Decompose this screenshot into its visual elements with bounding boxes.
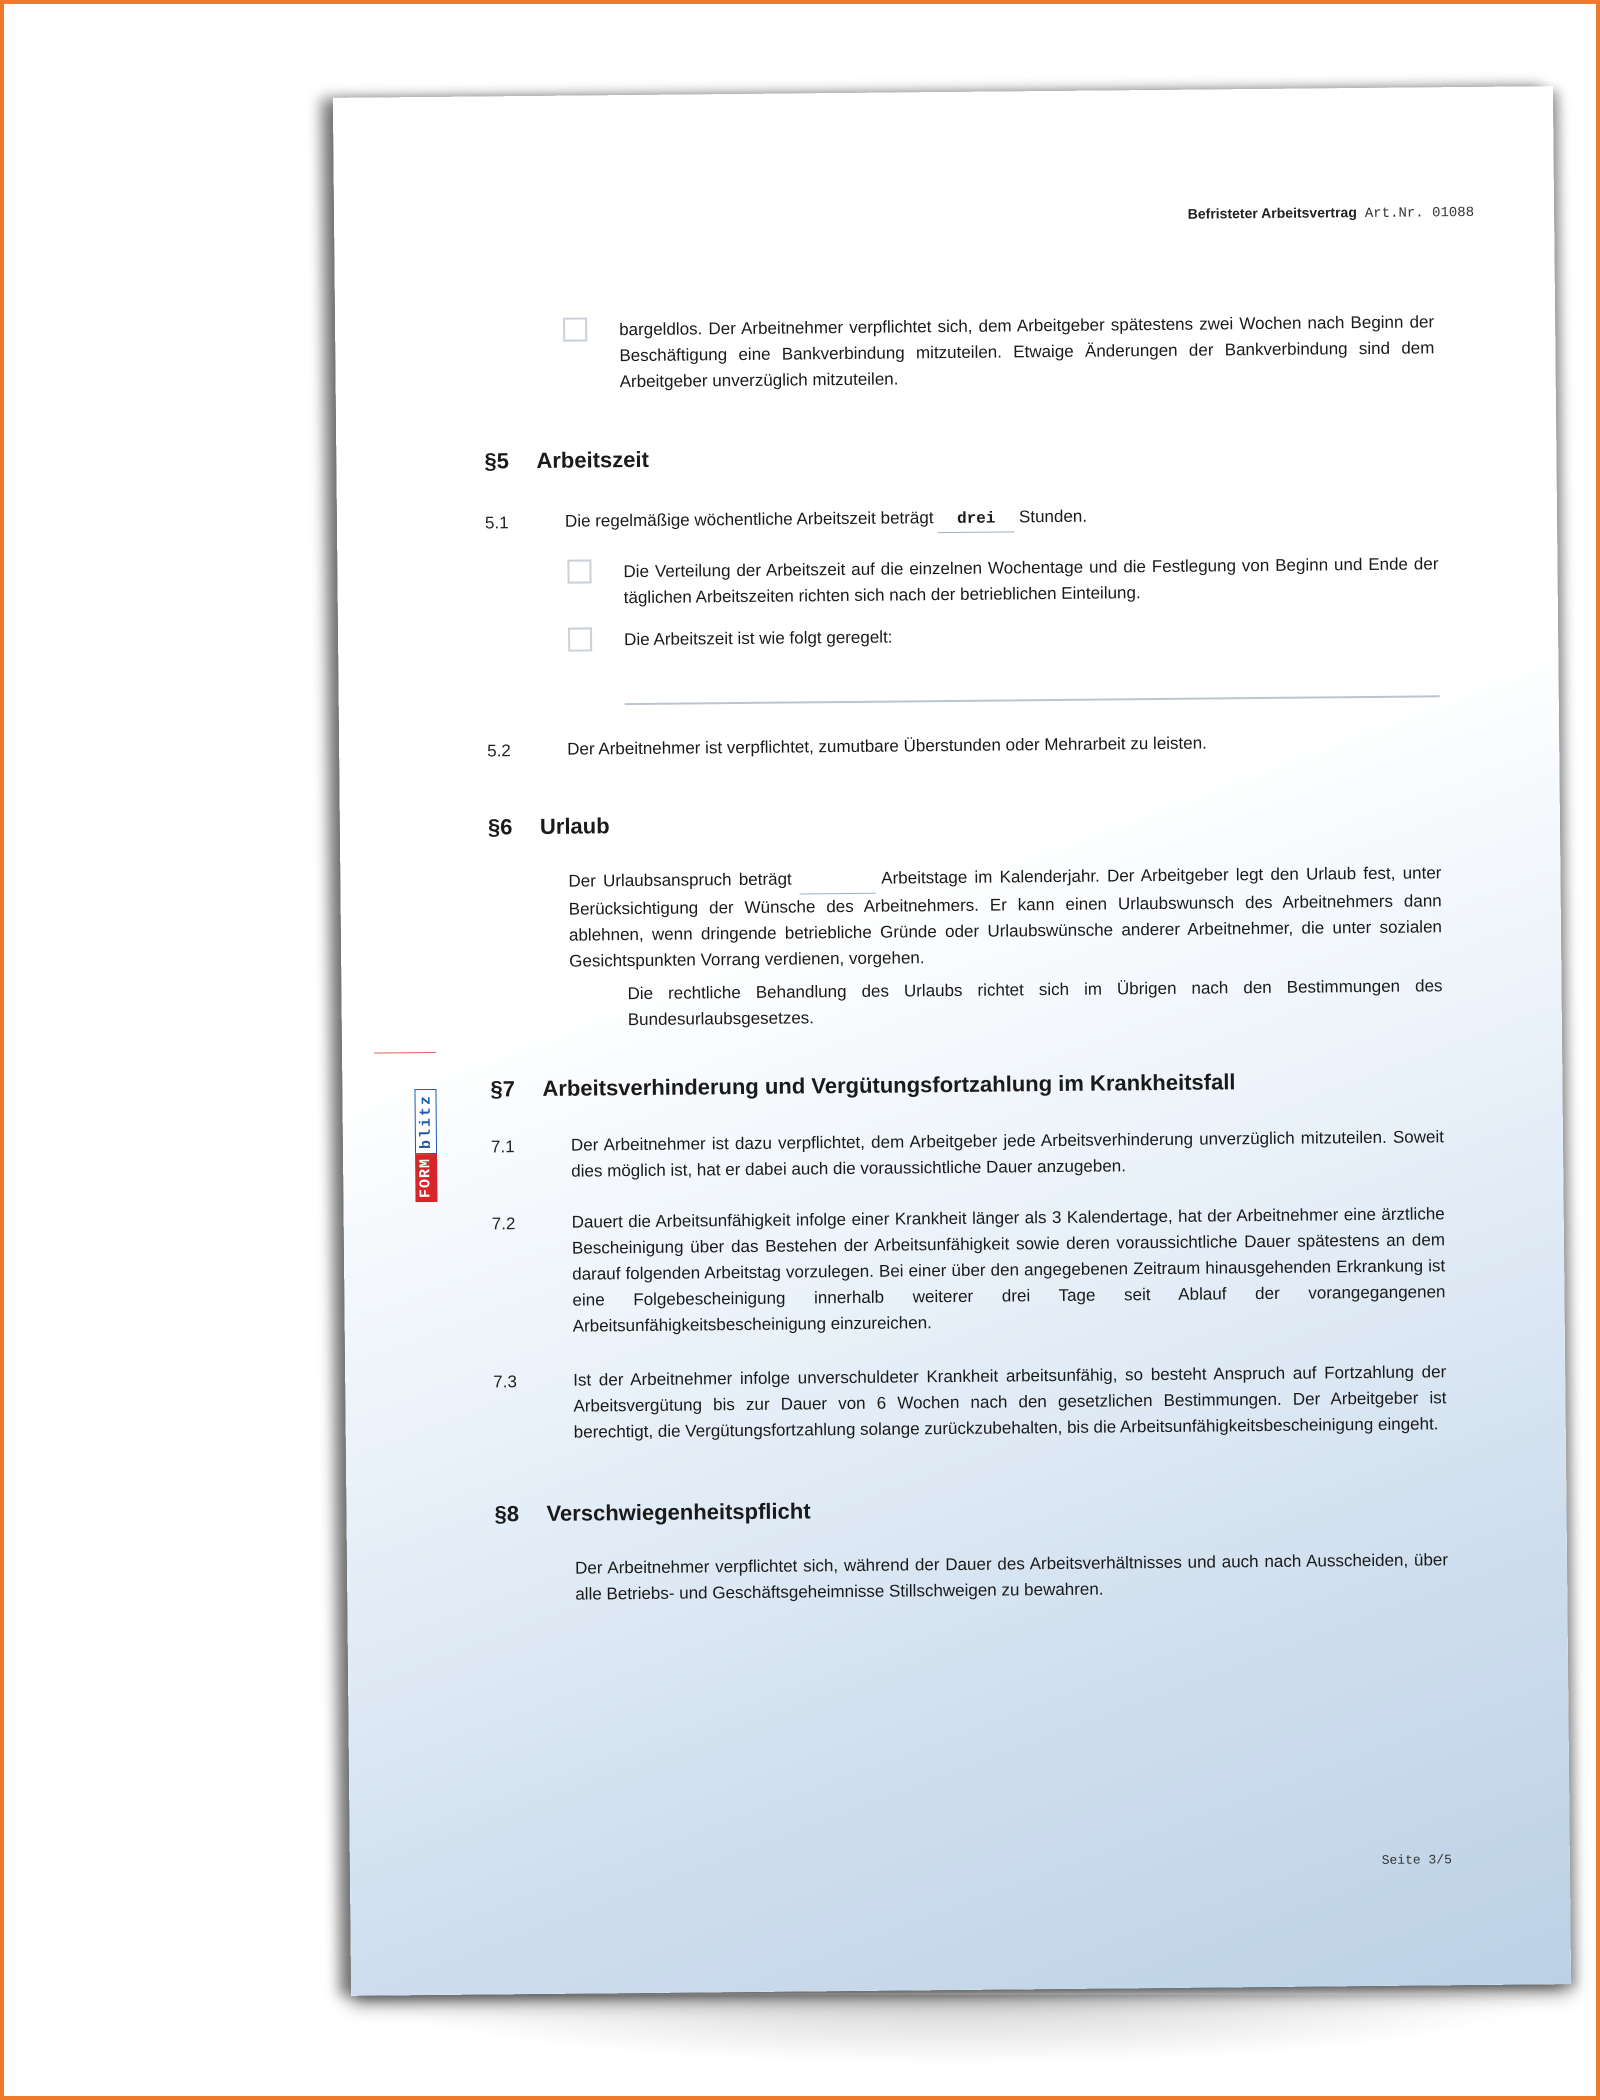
intro-paragraph: bargeldlos. Der Arbeitnehmer verpflichtet sich, dem Arbeitgeber spätestens zwei Wochen nach Beginn der Beschäftigung eine Bankverbindung mitzuteilen. Etwaige Änderungen der Bankverbindung sind dem Arbeitgeber unverzüglich mitzuteilen.	[619, 312, 1435, 392]
page-number: Seite 3/5	[1381, 1852, 1452, 1868]
document-page	[333, 86, 1571, 1996]
logo-form: FORM	[415, 1154, 437, 1202]
checkbox-operational-distribution[interactable]	[567, 559, 591, 583]
option-custom-schedule: Die Arbeitszeit ist wie folgt geregelt:	[624, 627, 893, 650]
clause-5-1-number: 5.1	[484, 513, 509, 533]
vacation-days-field[interactable]	[799, 867, 875, 895]
clause-7-1-number: 7.1	[490, 1137, 515, 1157]
clause-7-2-number: 7.2	[491, 1214, 516, 1234]
clause-6-vacation: Der Urlaubsanspruch beträgt Arbeitstage im Kalenderjahr. Der Arbeitgeber legt den Urlaub fest, unter Berücksichtigung der Wünsche des Arbeitnehmers. Er kann einen Urlaubswunsch des Arbeitnehmers dann ablehnen, wenn dringende betriebliche Gründe oder Urlaubswünsche anderer Arbeitnehmer, die unter sozialen Gesichtspunkten Vorrang verdienen, vorgehen.	[568, 863, 1443, 971]
clause-6-legal: Die rechtliche Behandlung des Urlaubs richtet sich im Übrigen nach den Bestimmungen des Bundesurlaubsgesetzes.	[627, 976, 1443, 1030]
clause-7-1: Der Arbeitnehmer ist dazu verpflichtet, dem Arbeitgeber jede Arbeitsverhinderung unverzüglich mitzuteilen. Soweit dies möglich ist, hat er dabei auch die voraussichtliche Dauer anzugeben.	[570, 1127, 1445, 1181]
clause-5-2-number: 5.2	[487, 741, 511, 761]
logo-blitz: blitz	[414, 1089, 437, 1154]
section-8-heading: §8 Verschwiegenheitspflicht	[494, 1498, 811, 1527]
option-operational-distribution: Die Verteilung der Arbeitszeit auf die einzelnen Wochentage und die Festlegung von Beginn und Ende der täglichen Arbeitszeiten richten sich nach der betrieblichen Einteilung.	[623, 554, 1439, 608]
document-header	[1188, 203, 1474, 224]
header-title: Befristeter Arbeitsvertrag	[1187, 204, 1357, 222]
formblitz-logo	[414, 1052, 437, 1202]
article-number: Art.Nr. 01088	[1364, 204, 1475, 222]
section-7-heading: §7 Arbeitsverhinderung und Vergütungsfortzahlung im Krankheitsfall	[490, 1069, 1236, 1102]
clause-5-2: Der Arbeitnehmer ist verpflichtet, zumutbare Überstunden oder Mehrarbeit zu leisten.	[567, 733, 1207, 759]
clause-5-1: Die regelmäßige wöchentliche Arbeitszeit beträgt drei Stunden.	[565, 500, 1435, 536]
weekly-hours-field[interactable]: drei	[938, 505, 1014, 533]
checkbox-cashless[interactable]	[563, 317, 587, 341]
clause-7-3: Ist der Arbeitnehmer infolge unverschuldeter Krankheit arbeitsunfähig, so besteht Anspruch auf Fortzahlung der Arbeitsvergütung bis zur Dauer von 6 Wochen nach den gesetzlichen Bestimmungen. Der Arbeitgeber ist berechtigt, die Vergütungsfortzahlung solange zurückzubehalten, bis die Arbeitsunfähigkeitsbescheinigung eingeht.	[573, 1362, 1447, 1442]
section-6-heading: §6 Urlaub	[487, 813, 610, 840]
section-5-heading: §5 Arbeitszeit	[484, 446, 650, 474]
checkbox-custom-schedule[interactable]	[568, 627, 592, 651]
clause-8: Der Arbeitnehmer verpflichtet sich, während der Dauer des Arbeitsverhältnisses und auch nach Ausscheiden, über alle Betriebs- und Geschäftsgeheimnisse Stillschweigen zu bewahren.	[574, 1550, 1449, 1604]
clause-7-2: Dauert die Arbeitsunfähigkeit infolge einer Krankheit länger als 3 Kalendertage, hat der Arbeitnehmer eine ärztliche Bescheinigung über das Bestehen der Arbeitsunfähigkeit sowie deren voraussichtliche Dauer spätestens an dem darauf folgenden Arbeitstag vorzulegen. Bei einer über den angegebenen Zeitraum hinausgehenden Erkrankung ist eine Folgebescheinigung innerhalb weiterer drei Tage seit Ablauf der vorangegangenen Arbeitsunfähigkeitsbescheinigung einzureichen.	[571, 1204, 1446, 1336]
page-shadow	[355, 1995, 1555, 2065]
clause-7-3-number: 7.3	[493, 1372, 517, 1392]
custom-schedule-input-line[interactable]	[625, 695, 1440, 705]
